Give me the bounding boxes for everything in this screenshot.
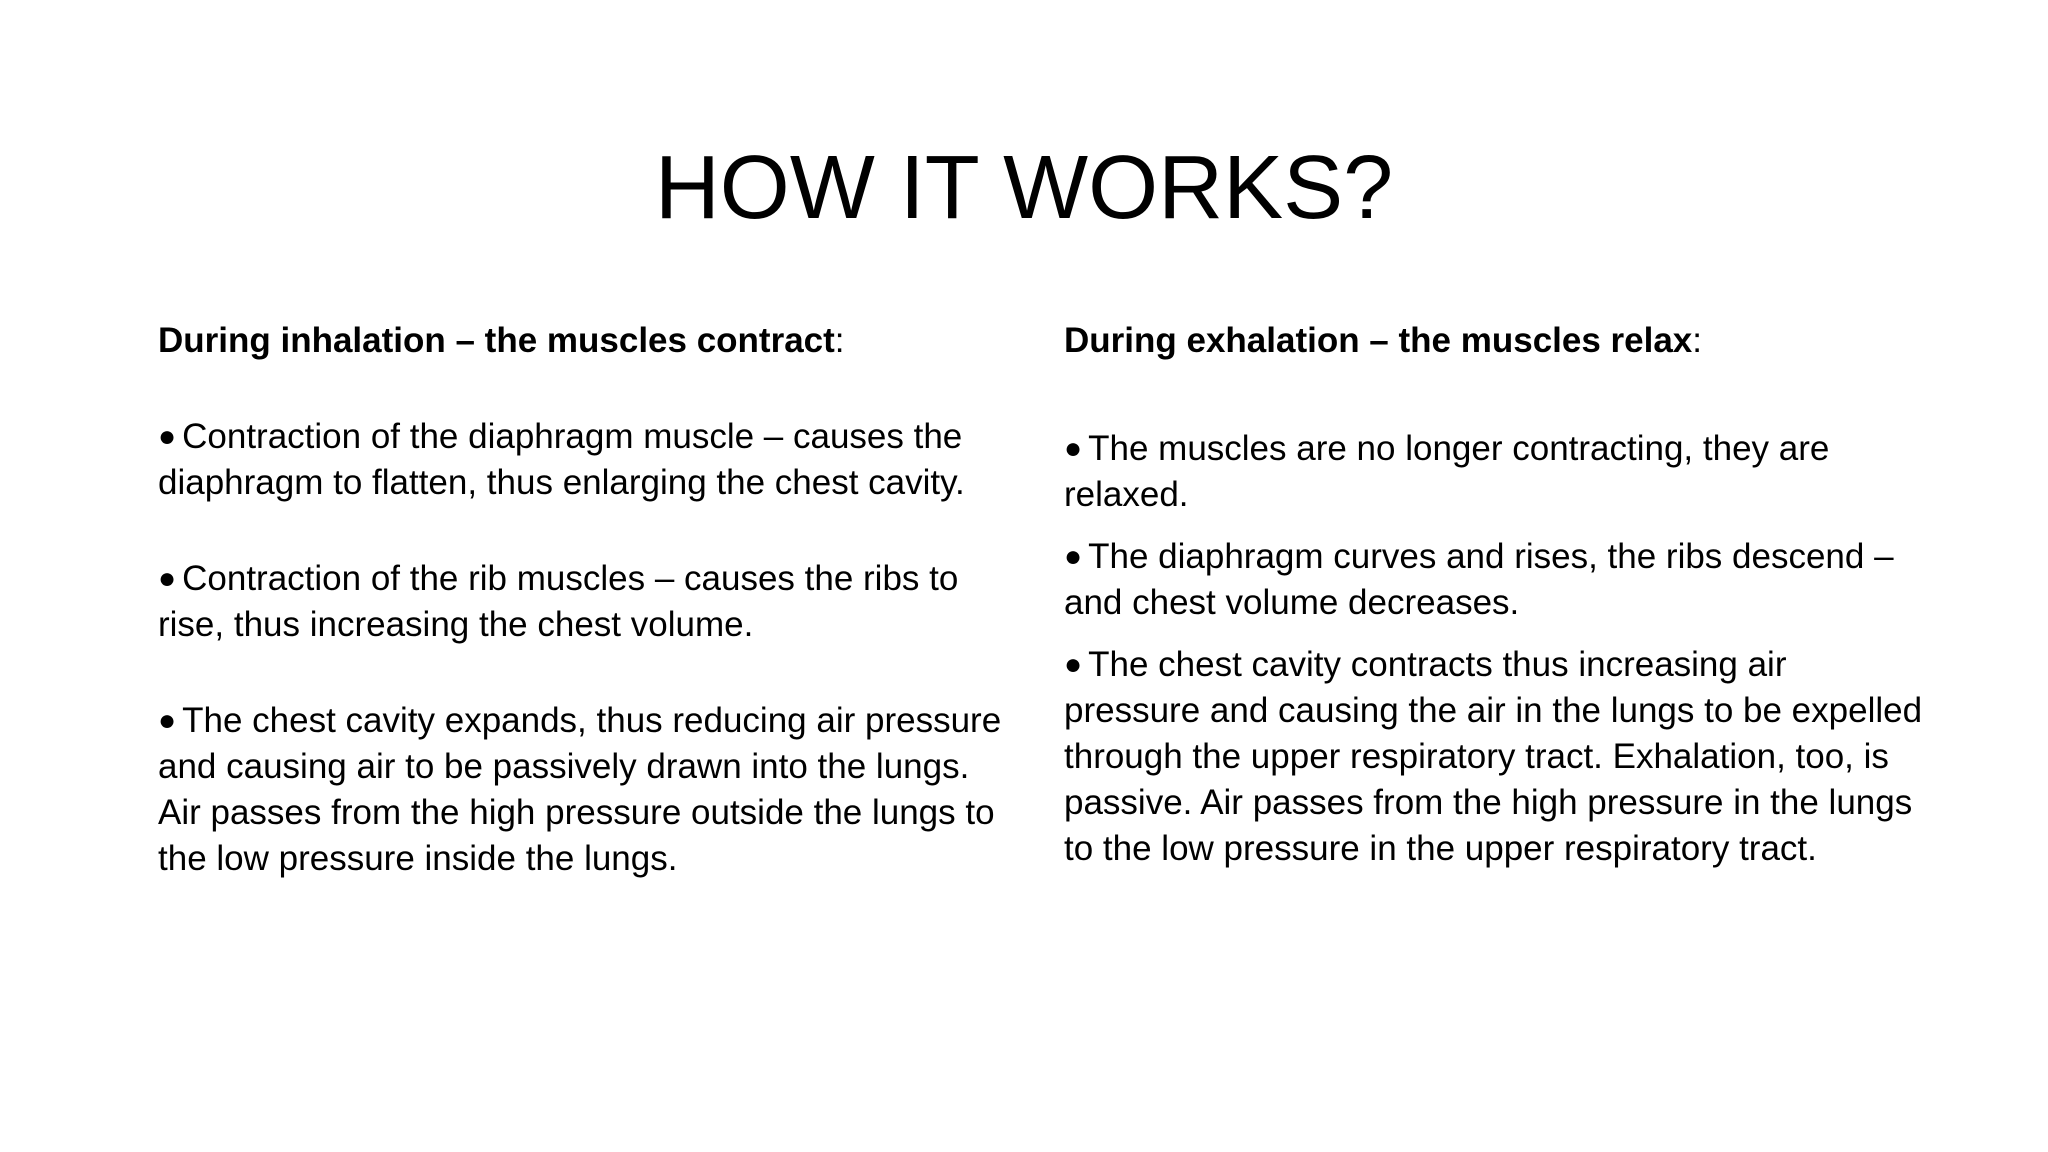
bullet-dot-icon: ● — [158, 704, 177, 737]
inhalation-heading — [158, 318, 1008, 364]
inhalation-bullet-text: The chest cavity expands, thus reducing air pressure and causing air to be passively drawn into the lungs. Air passes from the high pressure outside the lungs to the low pressure inside the lungs. — [158, 701, 1002, 878]
bullet-dot-icon: ● — [158, 420, 177, 453]
bullet-dot-icon: ● — [1064, 540, 1083, 573]
inhalation-bullet-item — [158, 414, 1008, 506]
inhalation-heading-colon: : — [834, 321, 845, 360]
bullet-dot-icon: ● — [158, 562, 177, 595]
exhalation-bullet-item — [1064, 642, 1924, 872]
exhalation-bullet-text: The chest cavity contracts thus increasing air pressure and causing the air in the lungs to be expelled through the upper respiratory tract. Exhalation, too, is passive. Air passes from the high pressure in the lungs to the low pressure in the upper respiratory tract. — [1064, 645, 1923, 868]
exhalation-bullet-item — [1064, 426, 1924, 518]
exhalation-bullet-text: The muscles are no longer contracting, they are relaxed. — [1064, 429, 1830, 514]
exhalation-column — [1064, 318, 1924, 888]
inhalation-bullet-item — [158, 698, 1008, 882]
inhalation-bullet-text: Contraction of the rib muscles – causes the ribs to rise, thus increasing the chest volume. — [158, 559, 959, 644]
inhalation-heading-text: During inhalation – the muscles contract — [158, 321, 835, 360]
exhalation-heading-colon: : — [1692, 321, 1703, 360]
exhalation-heading-text: During exhalation – the muscles relax — [1064, 321, 1693, 360]
inhalation-bullet-text: Contraction of the diaphragm muscle – causes the diaphragm to flatten, thus enlarging the chest cavity. — [158, 417, 965, 502]
exhalation-heading — [1064, 318, 1924, 364]
exhalation-bullet-text: The diaphragm curves and rises, the ribs descend – and chest volume decreases. — [1064, 537, 1894, 622]
inhalation-column — [158, 318, 1008, 932]
inhalation-bullet-item — [158, 556, 1008, 648]
slide-title: HOW IT WORKS? — [654, 138, 1394, 238]
exhalation-bullet-item — [1064, 534, 1924, 626]
bullet-dot-icon: ● — [1064, 648, 1083, 681]
bullet-dot-icon: ● — [1064, 432, 1083, 465]
